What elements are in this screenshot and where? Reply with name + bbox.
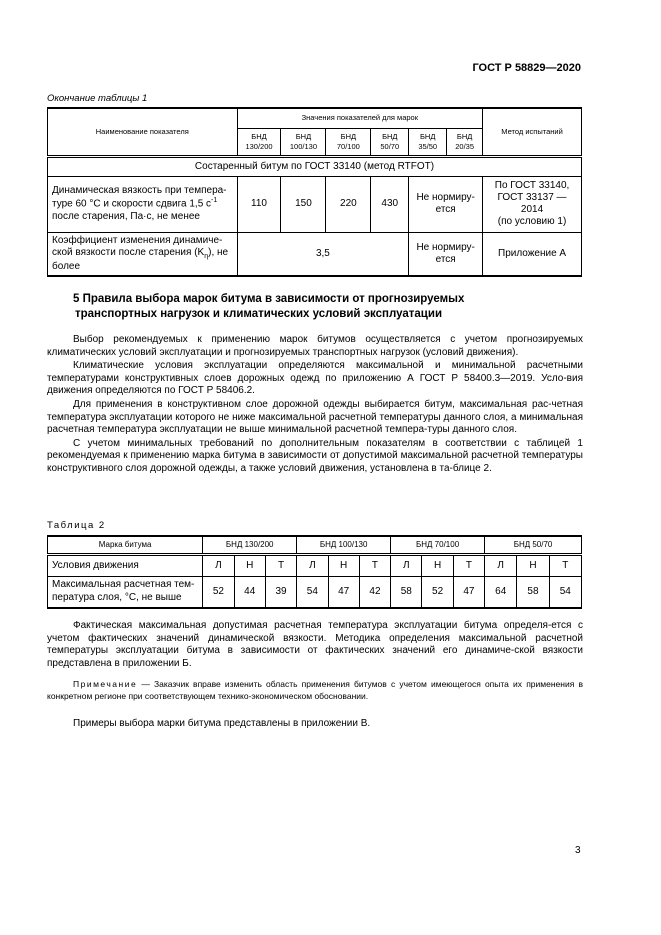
table1-row1-name: Динамическая вязкость при темпера- туре 60 °С и скорости сдвига 1,5 $с^{-1}$ после старения, Па·с, не менее — [48, 176, 238, 232]
table2-grade: БНД 70/100 — [391, 536, 485, 554]
note-text: — Заказчик вправе изменить область применения битумов с учетом имеющегося опыта их применения в конкретном регионе при соответствующем технико-экономическом обосновании. — [47, 679, 583, 701]
table1-row1-value: 110 — [237, 176, 281, 232]
table2-temp: 47 — [328, 576, 359, 608]
page-number: 3 — [575, 845, 581, 856]
table1 — [47, 107, 582, 277]
table2-temp: 42 — [359, 576, 390, 608]
table2-traffic: Т — [453, 554, 484, 576]
table2-temp: 39 — [265, 576, 296, 608]
paragraph: Для применения в конструктивном слое дорожной одежды выбирается битум, максимальная рас-четная температура эксплуатации которого не ниже максимальной расчетной температуры данного слоя, а минимальная расчетная температура эксплуатации не выше минимальной расчетной темпера-туры данного слоя. — [47, 398, 583, 436]
table1-row2-name: Коэффициент изменения динамиче- ской вязкости после старения $(K_\eta)$, не более — [48, 232, 238, 276]
table2-temp-label: Максимальная расчетная тем- пература слоя, °С, не выше — [48, 576, 203, 608]
table1-row1-value: 220 — [326, 176, 371, 232]
table1-row1-method: По ГОСТ 33140, ГОСТ 33137 — 2014 (по условию 1) — [483, 176, 582, 232]
table1-grade: БНД 130/200 — [237, 128, 281, 156]
table2-traffic: Н — [422, 554, 453, 576]
table2-temp: 58 — [391, 576, 422, 608]
table1-caption: Окончание таблицы 1 — [47, 93, 148, 104]
table2-traffic: Л — [391, 554, 422, 576]
note-label: Примечание — [73, 679, 138, 689]
table2-traffic-label: Условия движения — [48, 554, 203, 576]
table1-row2-value: 3,5 — [237, 232, 409, 276]
table2 — [47, 535, 582, 609]
table1-row1-value: 430 — [371, 176, 409, 232]
table2-traffic: Н — [517, 554, 549, 576]
table2-temp: 54 — [297, 576, 328, 608]
body-text-block-1 — [47, 334, 583, 477]
table1-row2-not-normed: Не нормиру- ется — [409, 232, 483, 276]
note — [47, 678, 583, 702]
table1-grade: БНД 20/35 — [447, 128, 483, 156]
table2-temp: 52 — [203, 576, 234, 608]
table2-traffic: Л — [485, 554, 517, 576]
table1-grade: БНД 100/130 — [281, 128, 326, 156]
table2-grade: БНД 130/200 — [203, 536, 297, 554]
table2-grade: БНД 100/130 — [297, 536, 391, 554]
table1-col-method: Метод испытаний — [483, 108, 582, 156]
table2-traffic: Н — [328, 554, 359, 576]
table1-grade: БНД 70/100 — [326, 128, 371, 156]
table2-temp: 47 — [453, 576, 484, 608]
table1-section-row: Состаренный битум по ГОСТ 33140 (метод RTFOT) — [48, 156, 582, 176]
table2-temp: 54 — [549, 576, 581, 608]
table2-traffic: Н — [234, 554, 265, 576]
body-text-block-3 — [47, 718, 583, 732]
paragraph: Климатические условия эксплуатации определяются максимальной и минимальной расчетными температурами конструктивных слоев дорожных одежд по приложению А ГОСТ Р 58400.3—2019. Усло-вия движения определяются по ГОСТ Р 58406.2. — [47, 360, 583, 397]
body-text-block-2 — [47, 620, 583, 671]
table2-temp: 44 — [234, 576, 265, 608]
table1-row1-value: 150 — [281, 176, 326, 232]
table2-traffic: Л — [297, 554, 328, 576]
table2-traffic: Т — [359, 554, 390, 576]
table2-traffic: Т — [265, 554, 296, 576]
table2-caption: Таблица 2 — [47, 520, 106, 531]
table1-grade: БНД 35/50 — [409, 128, 447, 156]
table2-temp: 64 — [485, 576, 517, 608]
section-5-heading: 5 Правила выбора марок битума в зависимости от прогнозируемых транспортных нагрузок и климатических условий эксплуатации — [73, 293, 465, 320]
paragraph: Примеры выбора марки битума представлены в приложении В. — [73, 718, 371, 729]
table1-row1-not-normed: Не нормиру- ется — [409, 176, 483, 232]
table2-temp: 58 — [517, 576, 549, 608]
table2-col-grade: Марка битума — [48, 536, 203, 554]
table1-col-group: Значения показателей для марок — [237, 108, 483, 128]
paragraph: Выбор рекомендуемых к применению марок битумов осуществляется с учетом прогнозируемых климатических условий эксплуатации и прогнозируемых транспортных нагрузок (условий движения). — [47, 334, 583, 358]
doc-header-number: ГОСТ Р 58829—2020 — [472, 62, 581, 74]
table1-grade: БНД 50/70 — [371, 128, 409, 156]
paragraph: Фактическая максимальная допустимая расчетная температура эксплуатации битума определя-ется с учетом фактических значений динамической вязкости. Методика определения максимальной расчетной температуры эксплуатации битума в зависимости от фактических значений его динамиче-ской вязкости представлена в приложении Б. — [47, 620, 583, 669]
paragraph: С учетом минимальных требований по дополнительным показателям в соответствии с таблицей 1 рекомендуемая к применению марка битума в зависимости от допустимой максимальной расчетной температуры конструктивного слоя дорожной одежды, а также условий движения, установлена в та-блице 2. — [47, 437, 583, 474]
table2-grade: БНД 50/70 — [485, 536, 582, 554]
table1-row2-method: Приложение А — [483, 232, 582, 276]
table1-col-name: Наименование показателя — [48, 108, 238, 156]
table2-temp: 52 — [422, 576, 453, 608]
table2-traffic: Т — [549, 554, 581, 576]
table2-traffic: Л — [203, 554, 234, 576]
